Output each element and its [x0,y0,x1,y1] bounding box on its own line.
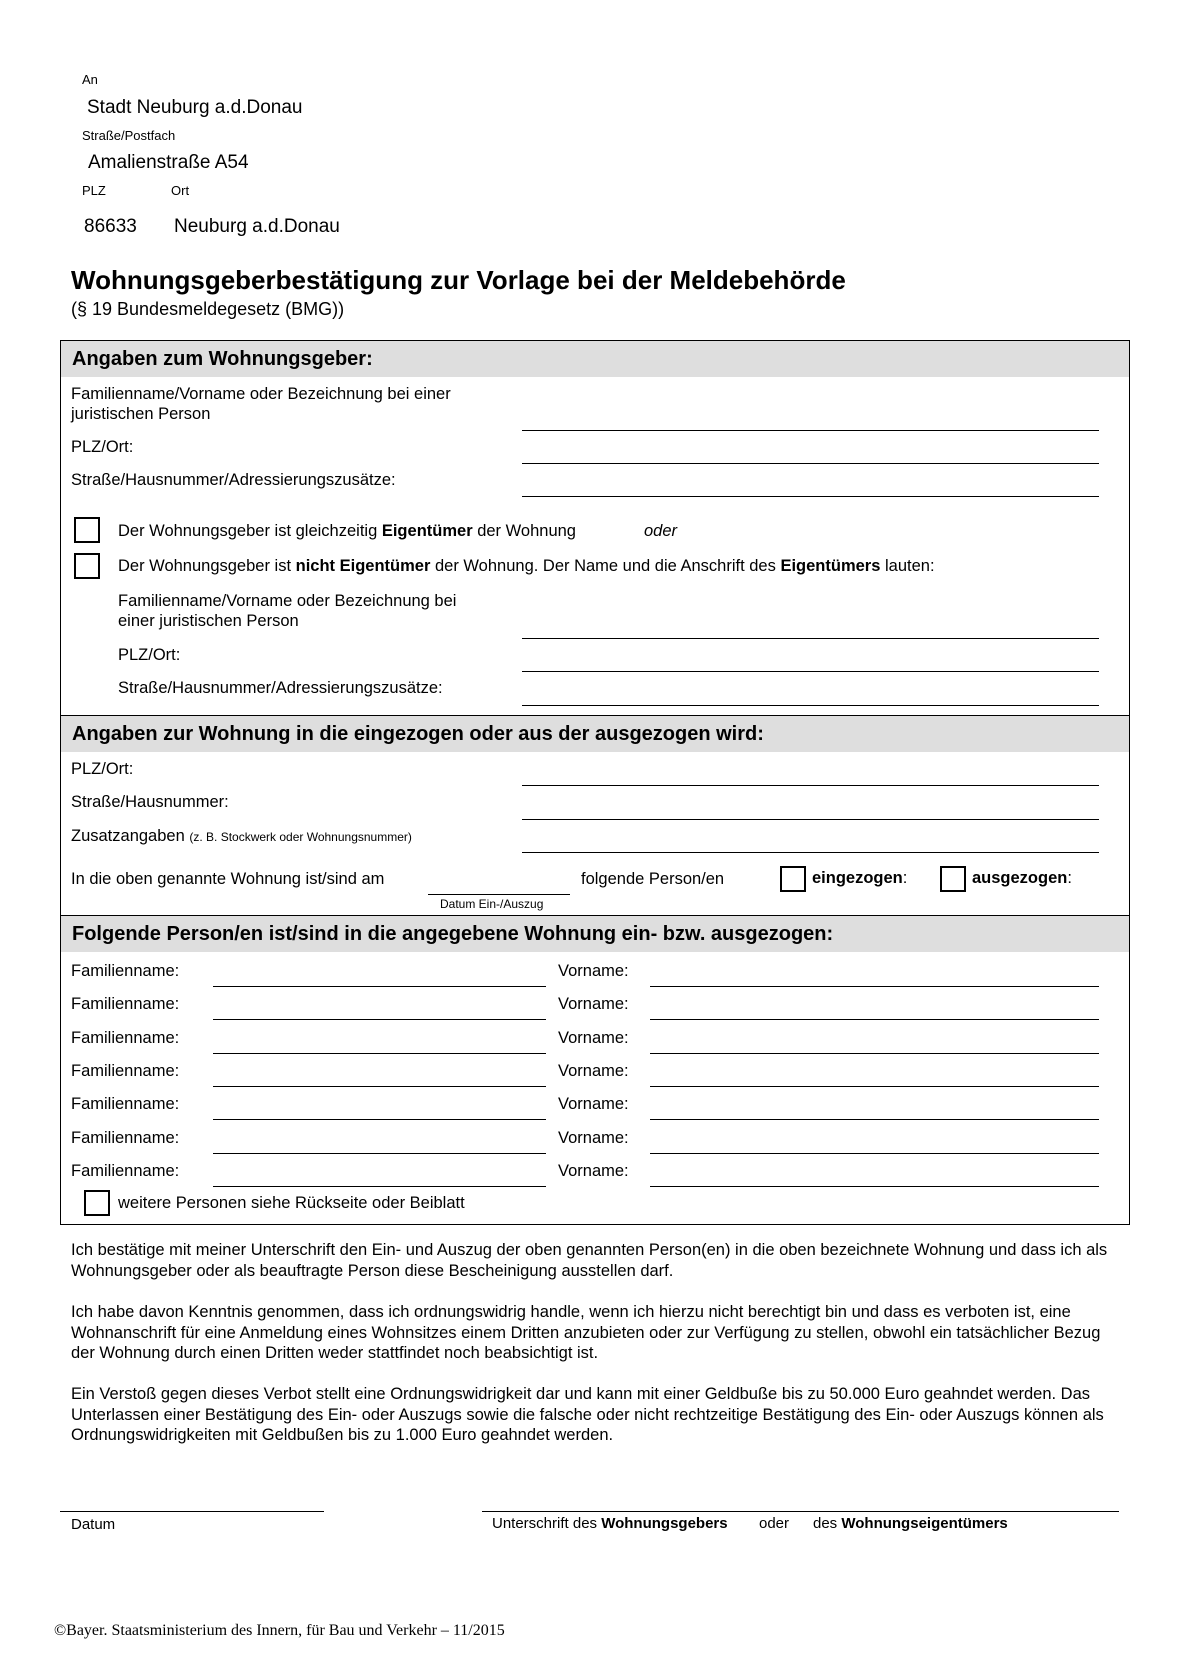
apartment-plz-ort-label: PLZ/Ort: [71,760,134,778]
section-heading-landlord: Angaben zum Wohnungsgeber: [61,341,1129,377]
family-name-label: Familienname: [71,1162,180,1180]
oder-text: oder [644,522,678,540]
apartment-street-label: Straße/Hausnummer: [71,793,229,811]
address-an-label: An [82,72,98,87]
street-label: Straße/Postfach [82,128,176,143]
landlord-name-label-1: Familienname/Vorname oder Bezeichnung bei einer [71,385,451,403]
family-name-label: Familienname: [71,1129,180,1147]
signature-label: Unterschrift des Wohnungsgebers [492,1515,728,1532]
owner-no-text: Der Wohnungsgeber ist nicht Eigentümer der Wohnung. Der Name und die Anschrift des Eigentümers lauten: [118,557,935,575]
first-name-field[interactable] [650,1186,1099,1187]
recipient-street: Amalienstraße A54 [88,152,249,173]
family-name-field[interactable] [213,1186,546,1187]
apartment-extra-label: Zusatzangaben (z. B. Stockwerk oder Wohnungsnummer) [71,827,412,845]
signature-line[interactable] [482,1511,1119,1512]
family-name-field[interactable] [213,1053,546,1054]
family-name-field[interactable] [213,1019,546,1020]
owner-yes-text: Der Wohnungsgeber ist gleichzeitig Eigentümer der Wohnung [118,522,576,540]
first-name-field[interactable] [650,1086,1099,1087]
family-name-field[interactable] [213,1119,546,1120]
moved-in-label: eingezogen: [812,869,908,887]
first-name-field[interactable] [650,1019,1099,1020]
first-name-label: Vorname: [558,1129,629,1147]
knowledge-paragraph: Ich habe davon Kenntnis genommen, dass ich ordnungswidrig handle, wenn ich hierzu nicht berechtigt bin und dass es verboten ist, eine Wohnanschrift für eine Anmeldung eines Wohnsitzes einem Dritten anzubieten oder zur Verfügung zu stellen, obwohl ein tatsächlicher Bezug der Wohnung durch einen Dritten weder stattfindet noch beabsichtigt ist. [71,1303,1101,1362]
landlord-name-field[interactable] [522,430,1099,431]
move-date-field[interactable] [428,894,570,895]
family-name-field[interactable] [213,1153,546,1154]
first-name-label: Vorname: [558,1095,629,1113]
first-name-field[interactable] [650,1119,1099,1120]
owner-street-field[interactable] [522,705,1099,706]
section-heading-apartment: Angaben zur Wohnung in die eingezogen oder aus der ausgezogen wird: [61,716,1129,752]
owner-name-label-1: Familienname/Vorname oder Bezeichnung bei [118,592,457,610]
plz-label: PLZ [82,183,106,198]
confirmation-paragraph: Ich bestätige mit meiner Unterschrift den Ein- und Auszug der oben genannten Person(en) in die oben bezeichnete Wohnung und dass ich als Wohnungsgeber oder als beauftragte Person diese Bescheinigung ausstellen darf. [71,1241,1108,1280]
first-name-label: Vorname: [558,1029,629,1047]
apartment-extra-field[interactable] [522,852,1099,853]
date-signature-line[interactable] [60,1511,324,1512]
first-name-label: Vorname: [558,1162,629,1180]
recipient-name: Stadt Neuburg a.d.Donau [87,97,303,118]
owner-name-label-2: einer juristischen Person [118,612,299,630]
first-name-field[interactable] [650,1053,1099,1054]
family-name-label: Familienname: [71,1095,180,1113]
first-name-label: Vorname: [558,962,629,980]
move-date-post: folgende Person/en [581,870,725,888]
owner-name-field[interactable] [522,638,1099,639]
section-heading-persons: Folgende Person/en ist/sind in die angegebene Wohnung ein- bzw. ausgezogen: [61,916,1129,952]
family-name-field[interactable] [213,986,546,987]
family-name-label: Familienname: [71,1062,180,1080]
first-name-field[interactable] [650,986,1099,987]
owner-plz-ort-label: PLZ/Ort: [118,646,181,664]
moved-in-checkbox[interactable] [780,866,806,892]
more-persons-label: weitere Personen siehe Rückseite oder Beiblatt [118,1194,465,1212]
moved-out-label: ausgezogen: [972,869,1072,887]
landlord-street-label: Straße/Hausnummer/Adressierungszusätze: [71,471,396,489]
date-label: Datum [71,1516,116,1533]
first-name-label: Vorname: [558,1062,629,1080]
first-name-field[interactable] [650,1153,1099,1154]
owner-plz-ort-field[interactable] [522,671,1099,672]
recipient-plz: 86633 [84,216,137,237]
landlord-plz-ort-label: PLZ/Ort: [71,438,134,456]
ort-label: Ort [171,183,190,198]
page-title: Wohnungsgeberbestätigung zur Vorlage bei der Meldebehörde [71,265,846,295]
signature-oder: oder [759,1515,790,1532]
family-name-label: Familienname: [71,995,180,1013]
landlord-street-field[interactable] [522,496,1099,497]
apartment-street-field[interactable] [522,819,1099,820]
owner-street-label: Straße/Hausnummer/Adressierungszusätze: [118,679,443,697]
family-name-label: Familienname: [71,962,180,980]
footer-copyright: ©Bayer. Staatsministerium des Innern, für Bau und Verkehr – 11/2015 [54,1622,505,1639]
owner-yes-checkbox[interactable] [74,517,100,543]
owner-no-checkbox[interactable] [74,553,100,579]
moved-out-checkbox[interactable] [940,866,966,892]
penalty-paragraph: Ein Verstoß gegen dieses Verbot stellt eine Ordnungswidrigkeit dar und kann mit einer Geldbuße bis zu 50.000 Euro geahndet werden. Das Unterlassen einer Bestätigung des Ein- oder Auszugs sowie die falsche oder nicht rechtzeitige Bestätigung des Ein- oder Auszugs können als Ordnungswidrigkeiten mit Geldbußen bis zu 1.000 Euro geahndet werden. [71,1385,1104,1444]
apartment-plz-ort-field[interactable] [522,785,1099,786]
move-date-caption: Datum Ein-/Auszug [440,897,544,911]
signature-owner-label: des Wohnungseigentümers [813,1515,1008,1532]
recipient-ort: Neuburg a.d.Donau [174,216,340,237]
landlord-name-label-2: juristischen Person [71,405,211,423]
family-name-label: Familienname: [71,1029,180,1047]
move-date-pre: In die oben genannte Wohnung ist/sind am [71,870,385,888]
page-subtitle: (§ 19 Bundesmeldegesetz (BMG)) [71,299,345,319]
landlord-plz-ort-field[interactable] [522,463,1099,464]
first-name-label: Vorname: [558,995,629,1013]
more-persons-checkbox[interactable] [84,1190,110,1216]
family-name-field[interactable] [213,1086,546,1087]
